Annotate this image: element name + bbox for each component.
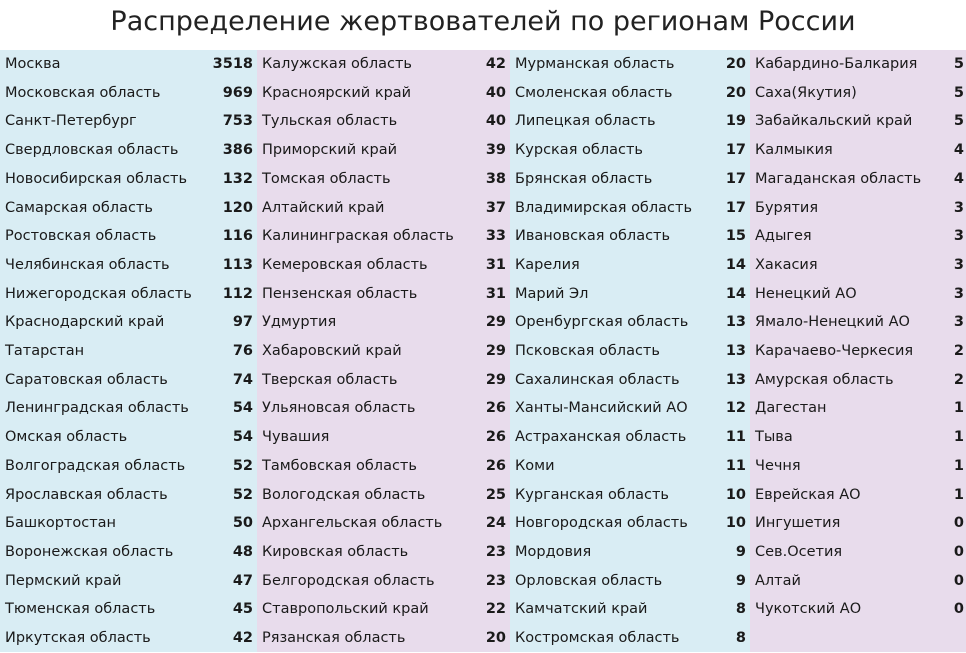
donor-count: 2: [953, 343, 964, 359]
table-row: [0, 567, 257, 596]
region-name: Пензенская область: [262, 285, 418, 302]
region-name: Белгородская область: [262, 572, 435, 589]
table-row: [750, 337, 966, 366]
region-name: Татарстан: [5, 343, 85, 359]
table-row: [510, 251, 750, 280]
donor-count: 112: [222, 285, 253, 302]
donor-count: 4: [953, 170, 964, 187]
donor-count: 1: [953, 486, 964, 503]
donor-count: 11: [725, 429, 746, 446]
table-row: [0, 481, 257, 510]
region-name: Хабаровский край: [262, 343, 402, 359]
region-name: Красноярский край: [262, 84, 412, 101]
region-name: Оренбургская область: [515, 314, 689, 331]
table-row: [0, 509, 257, 538]
table-row: [257, 538, 510, 567]
table-row: [0, 50, 257, 79]
table-row: [257, 567, 510, 596]
donor-count: 42: [485, 56, 506, 72]
table-row: [510, 337, 750, 366]
donor-count: 29: [485, 343, 506, 359]
region-name: Удмуртия: [262, 314, 337, 331]
table-column-2: [257, 50, 510, 652]
table-row: [510, 136, 750, 165]
region-name: Ярославская область: [5, 486, 168, 503]
donor-count: 42: [232, 630, 253, 646]
region-name: Курганская область: [515, 486, 669, 503]
table-row: [750, 509, 966, 538]
table-row: [257, 280, 510, 309]
region-name: Челябинская область: [5, 256, 170, 273]
table-row: [750, 107, 966, 136]
donor-count: 0: [953, 543, 964, 560]
donor-count: 14: [725, 256, 746, 273]
region-name: Воронежская область: [5, 543, 174, 560]
table-row: [0, 394, 257, 423]
table-row: [257, 194, 510, 223]
donor-count: 132: [222, 170, 253, 187]
table-row: [750, 194, 966, 223]
table-row: [257, 308, 510, 337]
donor-count: 74: [232, 371, 253, 388]
donor-count: 33: [485, 228, 506, 245]
table-row: [257, 222, 510, 251]
table-row: [0, 452, 257, 481]
table-row: [510, 107, 750, 136]
donor-count: 20: [725, 56, 746, 72]
table-row: [257, 394, 510, 423]
region-name: Москва: [5, 56, 61, 72]
donor-count: 1: [953, 400, 964, 417]
region-name: Владимирская область: [515, 199, 692, 216]
region-name: Марий Эл: [515, 285, 589, 302]
region-name: Псковская область: [515, 343, 660, 359]
donor-count: 29: [485, 371, 506, 388]
donor-count: 113: [222, 256, 253, 273]
region-name: Липецкая область: [515, 113, 656, 130]
table-row: [0, 107, 257, 136]
donor-count: 3: [953, 199, 964, 216]
region-name: Калининграская область: [262, 228, 454, 245]
donor-count: 11: [725, 457, 746, 474]
table-row: [0, 308, 257, 337]
region-name: Саратовская область: [5, 371, 168, 388]
region-name: Мордовия: [515, 543, 592, 560]
table-row: [0, 595, 257, 624]
region-name: Пермский край: [5, 572, 122, 589]
table-row: [510, 280, 750, 309]
table-row: [510, 222, 750, 251]
donor-count: 5: [953, 113, 964, 130]
table-row: [750, 567, 966, 596]
donor-count: 386: [222, 142, 253, 159]
table-row: [510, 538, 750, 567]
donor-count: 17: [725, 199, 746, 216]
donor-count: 38: [485, 170, 506, 187]
table-row: [0, 251, 257, 280]
region-name: Брянская область: [515, 170, 653, 187]
table-row: [510, 308, 750, 337]
region-name: Амурская область: [755, 371, 894, 388]
donor-count: 10: [725, 486, 746, 503]
table-row: [257, 136, 510, 165]
table-row: [257, 366, 510, 395]
region-name: Карачаево-Черкесия: [755, 343, 914, 359]
region-name: Алтай: [755, 572, 801, 589]
region-name: Тверская область: [262, 371, 398, 388]
table-row: [257, 595, 510, 624]
donor-count: 47: [232, 572, 253, 589]
donor-count: 26: [485, 429, 506, 446]
donor-count: 50: [232, 515, 253, 532]
region-name: Сев.Осетия: [755, 543, 843, 560]
donor-count: 76: [232, 343, 253, 359]
table-row: [510, 452, 750, 481]
region-name: Ханты-Мансийский АО: [515, 400, 688, 417]
donor-count: 15: [725, 228, 746, 245]
table-row: [257, 50, 510, 79]
donor-count: 13: [725, 343, 746, 359]
donor-count: 40: [485, 84, 506, 101]
table-row: [0, 222, 257, 251]
donor-count: 29: [485, 314, 506, 331]
region-name: Орловская область: [515, 572, 663, 589]
table-row: [0, 280, 257, 309]
table-row: [750, 136, 966, 165]
table-row: [510, 79, 750, 108]
donor-count: 3: [953, 228, 964, 245]
region-name: Кировская область: [262, 543, 409, 560]
region-name: Тамбовская область: [262, 457, 417, 474]
table-row: [750, 79, 966, 108]
donor-count: 13: [725, 371, 746, 388]
table-row: [510, 509, 750, 538]
donor-count: 20: [725, 84, 746, 101]
table-row: [0, 79, 257, 108]
table-row: [257, 452, 510, 481]
region-name: Карелия: [515, 256, 580, 273]
region-name: Иркутская область: [5, 630, 151, 646]
donor-count: 22: [485, 601, 506, 618]
region-name: Ставропольский край: [262, 601, 429, 618]
donor-count: 3: [953, 285, 964, 302]
table-row: [510, 50, 750, 79]
donor-count: 52: [232, 457, 253, 474]
donor-count: 24: [485, 515, 506, 532]
donor-count: 9: [735, 543, 746, 560]
table-row: [750, 452, 966, 481]
region-name: Астраханская область: [515, 429, 687, 446]
table-row: [257, 165, 510, 194]
donor-count: 14: [725, 285, 746, 302]
table-row: [510, 394, 750, 423]
region-name: Томская область: [262, 170, 391, 187]
table-row: [257, 251, 510, 280]
donor-count: 31: [485, 256, 506, 273]
table-row: [750, 308, 966, 337]
donor-count: 8: [735, 630, 746, 646]
donor-count: 39: [485, 142, 506, 159]
donor-count: 8: [735, 601, 746, 618]
region-name: Башкортостан: [5, 515, 117, 532]
donor-count: 3518: [212, 56, 253, 72]
table-row: [750, 481, 966, 510]
table-row: [0, 194, 257, 223]
region-name: Санкт-Петербург: [5, 113, 137, 130]
table-row: [750, 538, 966, 567]
donor-count: 120: [222, 199, 253, 216]
table-column-3: [510, 50, 750, 652]
table-row: [750, 595, 966, 624]
table-row: [257, 481, 510, 510]
table-row: [510, 595, 750, 624]
region-name: Московская область: [5, 84, 161, 101]
region-name: Ивановская область: [515, 228, 671, 245]
donor-count: 969: [222, 84, 253, 101]
donor-count: 4: [953, 142, 964, 159]
table-row: [0, 136, 257, 165]
table-row: [750, 50, 966, 79]
table-row: [510, 481, 750, 510]
region-name: Сахалинская область: [515, 371, 680, 388]
table-row: [510, 165, 750, 194]
table-row: [257, 337, 510, 366]
donor-count: 116: [222, 228, 253, 245]
table-row: [0, 538, 257, 567]
table-row: [0, 337, 257, 366]
table-row: [257, 79, 510, 108]
region-name: Тульская область: [262, 113, 398, 130]
region-name: Хакасия: [755, 256, 818, 273]
region-name: Еврейская АО: [755, 486, 861, 503]
region-name: Вологодская область: [262, 486, 426, 503]
donor-count: 17: [725, 170, 746, 187]
donor-count: 5: [953, 84, 964, 101]
table-row: [257, 509, 510, 538]
region-name: Магаданская область: [755, 170, 922, 187]
donor-count: 9: [735, 572, 746, 589]
region-name: Кабардино-Балкария: [755, 56, 918, 72]
region-name: Новгородская область: [515, 515, 688, 532]
page-title: Распределение жертвователей по регионам России: [110, 6, 856, 37]
table-row: [510, 567, 750, 596]
region-name: Рязанская область: [262, 630, 406, 646]
donor-count: 23: [485, 543, 506, 560]
region-name: Чукотский АО: [755, 601, 862, 618]
donor-count: 0: [953, 572, 964, 589]
table-row: [0, 624, 257, 653]
table-row: [510, 624, 750, 653]
donor-count: 20: [485, 630, 506, 646]
donor-count: 17: [725, 142, 746, 159]
table-column-1: [0, 50, 257, 652]
region-name: Чечня: [755, 457, 801, 474]
region-name: Тыва: [755, 429, 793, 446]
table-row: [257, 107, 510, 136]
region-name: Кемеровская область: [262, 256, 428, 273]
donor-count: 54: [232, 429, 253, 446]
region-name: Мурманская область: [515, 56, 675, 72]
donor-count: 2: [953, 371, 964, 388]
region-name: Новосибирская область: [5, 170, 188, 187]
region-name: Костромская область: [515, 630, 680, 646]
region-name: Нижегородская область: [5, 285, 192, 302]
table-row: [510, 366, 750, 395]
region-name: Калмыкия: [755, 142, 833, 159]
table-row: [750, 423, 966, 452]
table-row: [750, 280, 966, 309]
region-name: Самарская область: [5, 199, 153, 216]
donor-count: 31: [485, 285, 506, 302]
donor-count: 12: [725, 400, 746, 417]
donor-count: 40: [485, 113, 506, 130]
region-name: Саха(Якутия): [755, 84, 857, 101]
region-name: Ингушетия: [755, 515, 841, 532]
donor-count: 45: [232, 601, 253, 618]
region-name: Приморский край: [262, 142, 398, 159]
regions-table: [0, 50, 966, 652]
donor-count: 26: [485, 400, 506, 417]
donor-count: 0: [953, 515, 964, 532]
region-name: Калужская область: [262, 56, 412, 72]
table-column-4: [750, 50, 966, 652]
region-name: Камчатский край: [515, 601, 648, 618]
donor-count: 54: [232, 400, 253, 417]
region-name: Архангельская область: [262, 515, 443, 532]
region-name: Бурятия: [755, 199, 819, 216]
donor-count: 0: [953, 601, 964, 618]
region-name: Коми: [515, 457, 555, 474]
region-name: Алтайский край: [262, 199, 385, 216]
region-name: Ростовская область: [5, 228, 157, 245]
region-name: Краснодарский край: [5, 314, 165, 331]
donor-count: 48: [232, 543, 253, 560]
donor-count: 753: [222, 113, 253, 130]
donor-count: 13: [725, 314, 746, 331]
table-row: [0, 423, 257, 452]
region-name: Ульяновсая область: [262, 400, 416, 417]
table-row: [0, 366, 257, 395]
donor-count: 5: [953, 56, 964, 72]
region-name: Тюменская область: [5, 601, 156, 618]
region-name: Ненецкий АО: [755, 285, 857, 302]
donor-count: 1: [953, 457, 964, 474]
region-name: Ленинградская область: [5, 400, 189, 417]
table-row: [750, 366, 966, 395]
region-name: Омская область: [5, 429, 128, 446]
table-row: [750, 165, 966, 194]
region-name: Дагестан: [755, 400, 827, 417]
table-row: [257, 624, 510, 653]
table-row: [510, 423, 750, 452]
donor-count: 3: [953, 256, 964, 273]
table-row: [750, 251, 966, 280]
region-name: Чувашия: [262, 429, 330, 446]
table-row: [750, 394, 966, 423]
donor-count: 25: [485, 486, 506, 503]
region-name: Смоленская область: [515, 84, 673, 101]
table-row: [750, 222, 966, 251]
donor-count: 19: [725, 113, 746, 130]
donor-count: 3: [953, 314, 964, 331]
region-name: Курская область: [515, 142, 643, 159]
donor-count: 37: [485, 199, 506, 216]
region-name: Волгоградская область: [5, 457, 186, 474]
donor-count: 23: [485, 572, 506, 589]
donor-count: 1: [953, 429, 964, 446]
region-name: Ямало-Ненецкий АО: [755, 314, 910, 331]
donor-count: 97: [232, 314, 253, 331]
region-name: Забайкальский край: [755, 113, 913, 130]
donor-count: 52: [232, 486, 253, 503]
table-row: [510, 194, 750, 223]
table-row: [0, 165, 257, 194]
region-name: Свердловская область: [5, 142, 179, 159]
donor-count: 26: [485, 457, 506, 474]
region-name: Адыгея: [755, 228, 812, 245]
donor-count: 10: [725, 515, 746, 532]
table-row: [257, 423, 510, 452]
